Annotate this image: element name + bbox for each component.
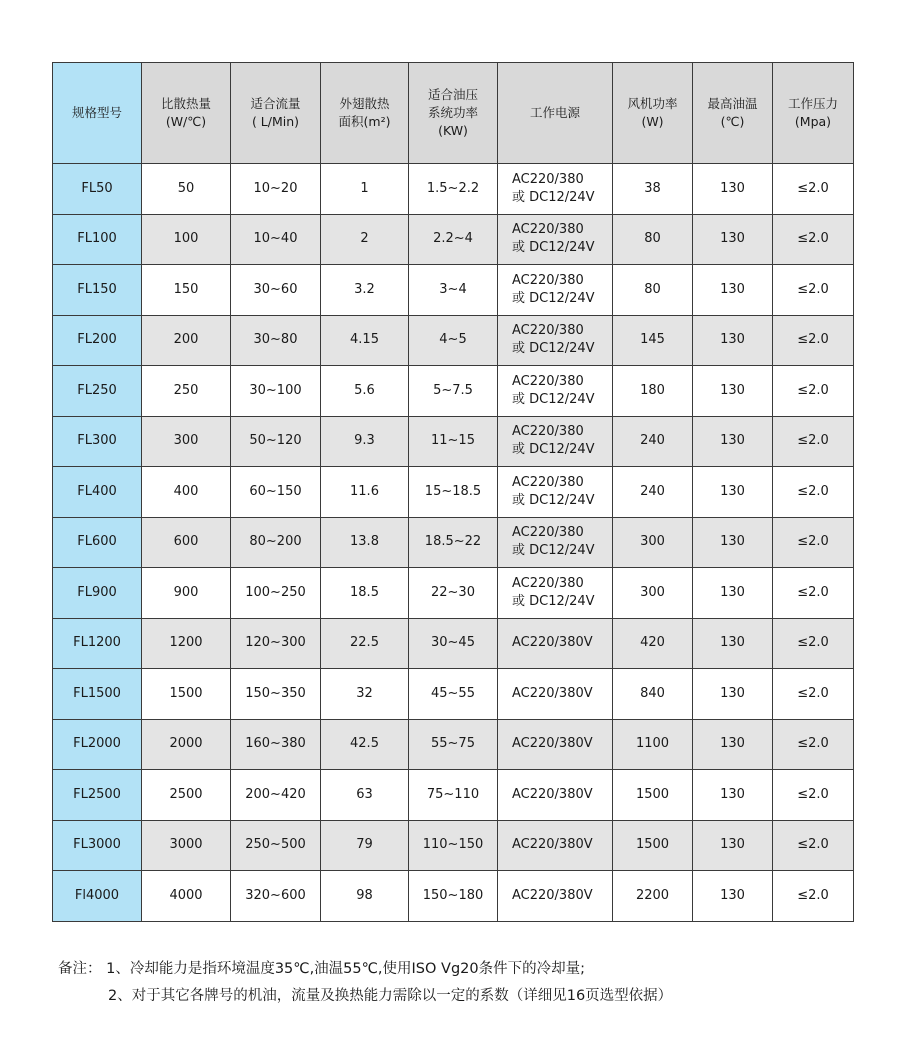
cell-heat: 2000 [142, 719, 231, 770]
cell-fan: 1500 [613, 820, 693, 871]
cell-system: 2.2~4 [409, 214, 498, 265]
cell-heat: 1500 [142, 669, 231, 720]
cell-flow: 30~100 [231, 366, 321, 417]
cell-temp: 130 [693, 568, 773, 619]
cell-area: 42.5 [321, 719, 409, 770]
cell-area: 22.5 [321, 618, 409, 669]
cell-flow: 10~20 [231, 164, 321, 215]
cell-heat: 250 [142, 366, 231, 417]
cell-power: AC220/380 或 DC12/24V [498, 467, 613, 518]
cell-fan: 240 [613, 416, 693, 467]
cell-pressure: ≤2.0 [773, 366, 854, 417]
cell-pressure: ≤2.0 [773, 669, 854, 720]
cell-area: 79 [321, 820, 409, 871]
cell-system: 30~45 [409, 618, 498, 669]
cell-area: 98 [321, 871, 409, 922]
table-row [53, 164, 854, 215]
cell-area: 4.15 [321, 315, 409, 366]
cell-fan: 420 [613, 618, 693, 669]
cell-temp: 130 [693, 517, 773, 568]
cell-pressure: ≤2.0 [773, 517, 854, 568]
cell-system: 5~7.5 [409, 366, 498, 417]
cell-temp: 130 [693, 214, 773, 265]
cell-area: 3.2 [321, 265, 409, 316]
cell-pressure: ≤2.0 [773, 214, 854, 265]
cell-system: 45~55 [409, 669, 498, 720]
cell-fan: 38 [613, 164, 693, 215]
table-row [53, 770, 854, 821]
cell-system: 3~4 [409, 265, 498, 316]
cell-fan: 80 [613, 214, 693, 265]
cell-area: 2 [321, 214, 409, 265]
cell-fan: 1500 [613, 770, 693, 821]
cell-area: 13.8 [321, 517, 409, 568]
table-row [53, 871, 854, 922]
cell-model: FL1500 [53, 669, 142, 720]
table-row [53, 719, 854, 770]
cell-heat: 400 [142, 467, 231, 518]
cell-model: FL300 [53, 416, 142, 467]
table-row [53, 467, 854, 518]
cell-area: 9.3 [321, 416, 409, 467]
cell-heat: 2500 [142, 770, 231, 821]
cell-flow: 50~120 [231, 416, 321, 467]
cell-pressure: ≤2.0 [773, 719, 854, 770]
cell-temp: 130 [693, 618, 773, 669]
cell-pressure: ≤2.0 [773, 618, 854, 669]
table-row [53, 265, 854, 316]
cell-fan: 180 [613, 366, 693, 417]
note-line-1: 备注： 1、冷却能力是指环境温度35℃,油温55℃,使用ISO Vg20条件下的冷却量; [58, 961, 585, 977]
table-row [53, 568, 854, 619]
cell-flow: 120~300 [231, 618, 321, 669]
cell-power: AC220/380 或 DC12/24V [498, 315, 613, 366]
cell-pressure: ≤2.0 [773, 871, 854, 922]
cell-heat: 3000 [142, 820, 231, 871]
cell-flow: 60~150 [231, 467, 321, 518]
cell-model: FL2500 [53, 770, 142, 821]
cell-power: AC220/380V [498, 770, 613, 821]
cell-pressure: ≤2.0 [773, 416, 854, 467]
cell-power: AC220/380V [498, 618, 613, 669]
cell-system: 55~75 [409, 719, 498, 770]
notes [58, 956, 672, 1010]
cell-heat: 600 [142, 517, 231, 568]
cell-flow: 250~500 [231, 820, 321, 871]
table-row [53, 618, 854, 669]
cell-system: 4~5 [409, 315, 498, 366]
cell-temp: 130 [693, 467, 773, 518]
cell-temp: 130 [693, 366, 773, 417]
note-line-2: 2、对于其它各牌号的机油，流量及换热能力需除以一定的系数（详细见16页选型依据） [108, 988, 673, 1004]
cell-power: AC220/380 或 DC12/24V [498, 214, 613, 265]
cell-fan: 300 [613, 568, 693, 619]
cell-model: Fl4000 [53, 871, 142, 922]
header-pressure: 工作压力 (Mpa) [773, 63, 854, 164]
cell-temp: 130 [693, 416, 773, 467]
cell-model: FL200 [53, 315, 142, 366]
cell-area: 1 [321, 164, 409, 215]
cell-power: AC220/380V [498, 719, 613, 770]
cell-flow: 200~420 [231, 770, 321, 821]
header-heat: 比散热量 (W/℃) [142, 63, 231, 164]
cell-model: FL600 [53, 517, 142, 568]
header-area: 外翅散热 面积(m²) [321, 63, 409, 164]
cell-temp: 130 [693, 265, 773, 316]
cell-system: 22~30 [409, 568, 498, 619]
table-row [53, 214, 854, 265]
cell-area: 5.6 [321, 366, 409, 417]
cell-pressure: ≤2.0 [773, 770, 854, 821]
cell-system: 1.5~2.2 [409, 164, 498, 215]
cell-model: FL100 [53, 214, 142, 265]
cell-fan: 2200 [613, 871, 693, 922]
table-row [53, 315, 854, 366]
cell-area: 11.6 [321, 467, 409, 518]
cell-power: AC220/380 或 DC12/24V [498, 416, 613, 467]
cell-temp: 130 [693, 719, 773, 770]
cell-area: 63 [321, 770, 409, 821]
cell-system: 110~150 [409, 820, 498, 871]
cell-model: FL250 [53, 366, 142, 417]
cell-fan: 145 [613, 315, 693, 366]
header-system: 适合油压 系统功率 (KW) [409, 63, 498, 164]
cell-power: AC220/380 或 DC12/24V [498, 517, 613, 568]
cell-flow: 160~380 [231, 719, 321, 770]
cell-temp: 130 [693, 871, 773, 922]
cell-fan: 300 [613, 517, 693, 568]
cell-model: FL900 [53, 568, 142, 619]
cell-heat: 200 [142, 315, 231, 366]
cell-area: 32 [321, 669, 409, 720]
cell-heat: 900 [142, 568, 231, 619]
cell-fan: 80 [613, 265, 693, 316]
cell-heat: 150 [142, 265, 231, 316]
cell-fan: 840 [613, 669, 693, 720]
table-row [53, 517, 854, 568]
cell-model: FL150 [53, 265, 142, 316]
cell-temp: 130 [693, 669, 773, 720]
table-row [53, 416, 854, 467]
cell-power: AC220/380 或 DC12/24V [498, 265, 613, 316]
cell-flow: 10~40 [231, 214, 321, 265]
cell-flow: 80~200 [231, 517, 321, 568]
cell-fan: 240 [613, 467, 693, 518]
cell-model: FL3000 [53, 820, 142, 871]
cell-pressure: ≤2.0 [773, 820, 854, 871]
spec-table [52, 62, 854, 922]
cell-heat: 50 [142, 164, 231, 215]
cell-temp: 130 [693, 315, 773, 366]
cell-power: AC220/380V [498, 871, 613, 922]
header-row [53, 63, 854, 164]
cell-fan: 1100 [613, 719, 693, 770]
cell-power: AC220/380V [498, 669, 613, 720]
header-fan: 风机功率 (W) [613, 63, 693, 164]
cell-power: AC220/380 或 DC12/24V [498, 568, 613, 619]
table-row [53, 669, 854, 720]
cell-system: 18.5~22 [409, 517, 498, 568]
header-power: 工作电源 [498, 63, 613, 164]
cell-pressure: ≤2.0 [773, 164, 854, 215]
cell-pressure: ≤2.0 [773, 467, 854, 518]
cell-system: 150~180 [409, 871, 498, 922]
cell-system: 15~18.5 [409, 467, 498, 518]
cell-flow: 150~350 [231, 669, 321, 720]
header-flow: 适合流量 ( L/Min) [231, 63, 321, 164]
header-model: 规格型号 [53, 63, 142, 164]
cell-heat: 100 [142, 214, 231, 265]
cell-flow: 30~60 [231, 265, 321, 316]
cell-pressure: ≤2.0 [773, 568, 854, 619]
cell-heat: 1200 [142, 618, 231, 669]
cell-heat: 300 [142, 416, 231, 467]
cell-area: 18.5 [321, 568, 409, 619]
cell-pressure: ≤2.0 [773, 265, 854, 316]
cell-flow: 30~80 [231, 315, 321, 366]
cell-system: 75~110 [409, 770, 498, 821]
header-temp: 最高油温 (℃) [693, 63, 773, 164]
table-row [53, 820, 854, 871]
cell-model: FL2000 [53, 719, 142, 770]
cell-pressure: ≤2.0 [773, 315, 854, 366]
cell-temp: 130 [693, 770, 773, 821]
cell-flow: 320~600 [231, 871, 321, 922]
cell-flow: 100~250 [231, 568, 321, 619]
cell-heat: 4000 [142, 871, 231, 922]
table-row [53, 366, 854, 417]
cell-power: AC220/380 或 DC12/24V [498, 366, 613, 417]
cell-model: FL50 [53, 164, 142, 215]
cell-system: 11~15 [409, 416, 498, 467]
cell-model: FL400 [53, 467, 142, 518]
cell-power: AC220/380V [498, 820, 613, 871]
cell-model: FL1200 [53, 618, 142, 669]
cell-power: AC220/380 或 DC12/24V [498, 164, 613, 215]
cell-temp: 130 [693, 164, 773, 215]
cell-temp: 130 [693, 820, 773, 871]
